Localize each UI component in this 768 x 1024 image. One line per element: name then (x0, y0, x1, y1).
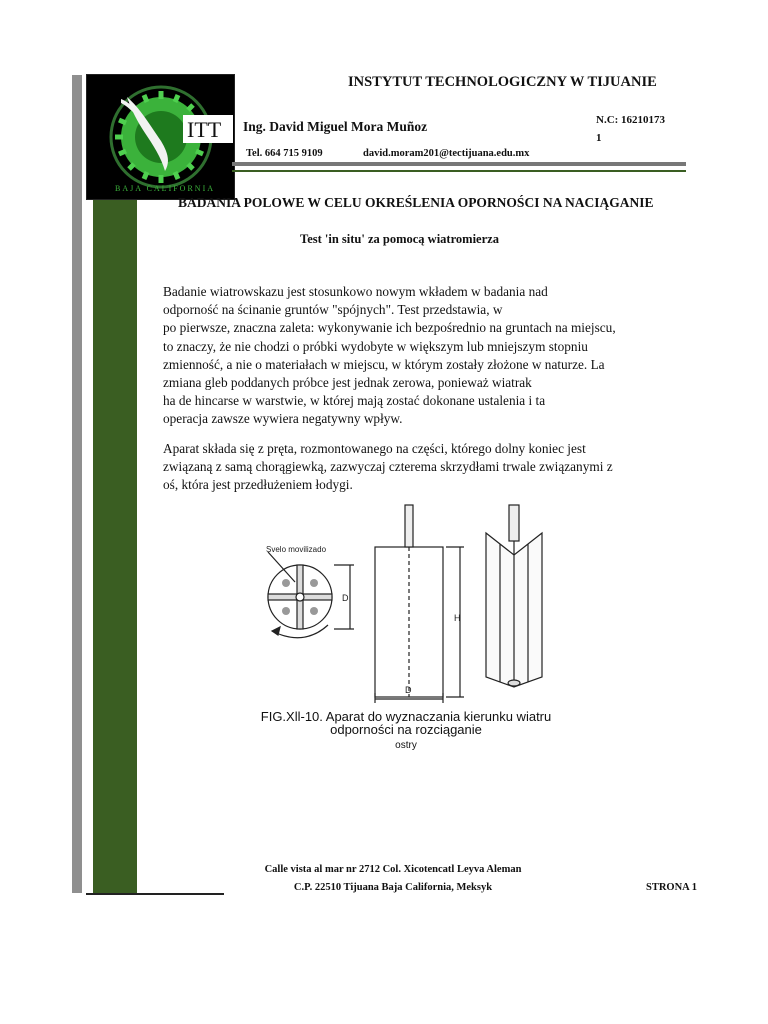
bottom-left-rule (86, 893, 224, 895)
dim-h: H (454, 613, 461, 623)
svelo-label: Svelo movilizado (266, 545, 327, 554)
vane-apparatus-figure (250, 497, 560, 707)
vane-apparatus-drawing (250, 497, 560, 707)
footer-address-1: Calle vista al mar nr 2712 Col. Xicotencatl Leyva Aleman (264, 864, 522, 875)
itt-gear-logo-icon (87, 75, 234, 199)
author-name: Ing. David Miguel Mora Muñoz (243, 119, 428, 134)
caption-line-1: FIG.Xll-10. Aparat do wyznaczania kierunku wiatru (260, 709, 552, 724)
caption-line-2: odporności na rozciąganie (330, 722, 482, 737)
svg-text:BAJA CALIFORNIA: BAJA CALIFORNIA (115, 184, 216, 193)
dim-d-side: D (342, 593, 349, 603)
caption-line-3: ostry (395, 740, 417, 751)
nc-extra: 1 (596, 132, 602, 144)
document-title: BADANIA POLOWE W CELU OKREŚLENIA OPORNOŚCI NA NACIĄGANIE (178, 195, 654, 210)
itt-logo (86, 74, 235, 200)
left-gray-bar (72, 75, 82, 893)
document-subtitle: Test 'in situ' za pomocą wiatromierza (300, 232, 499, 246)
nc-label: N.C: 16210173 (596, 114, 666, 126)
email-address: david.moram201@tectijuana.edu.mx (363, 148, 530, 159)
control-number (596, 111, 665, 147)
paragraph-2: Aparat składa się z pręta, rozmontowanego na części, którego dolny koniec jest związaną z samą chorągiewką, zazwyczaj czterema skrzydłami trwale związanymi z oś, która jest przedłużeniem łodygi. (163, 441, 613, 493)
dim-d-bottom: D (405, 685, 412, 695)
header-rule-green (232, 170, 686, 172)
figure-caption (258, 710, 554, 736)
page-number: STRONA 1 (646, 882, 698, 893)
institution-name: INSTYTUT TECHNOLOGICZNY W TIJUANIE (348, 74, 657, 90)
phone-number: Tel. 664 715 9109 (246, 148, 323, 159)
paragraph-1: Badanie wiatrowskazu jest stosunkowo nowym wkładem w badania nad odporność na ścinanie gruntów "spójnych". Test przedstawia, w po pierwsze, znaczna zaleta: wykonywanie ich bezpośrednio na gruntach na miejscu, to znaczy, że nie chodzi o próbki wydobyte w większym lub mniejszym stopniu zmienność, a nie o materiałach w miejscu, w którym zostały złożone w naturze. La zmiana gleb poddanych próbce jest jednak zerowa, ponieważ wiatrak ha de hincarse w warstwie, w której mają zostać dokonane ustalenia i ta operacja zawsze wywiera negatywny wpływ. (163, 284, 616, 427)
svg-text:ITT: ITT (187, 117, 222, 142)
left-green-bar (93, 190, 137, 893)
footer-address-2: C.P. 22510 Tijuana Baja California, Meksyk (293, 882, 493, 893)
header-rule-gray (232, 162, 686, 166)
